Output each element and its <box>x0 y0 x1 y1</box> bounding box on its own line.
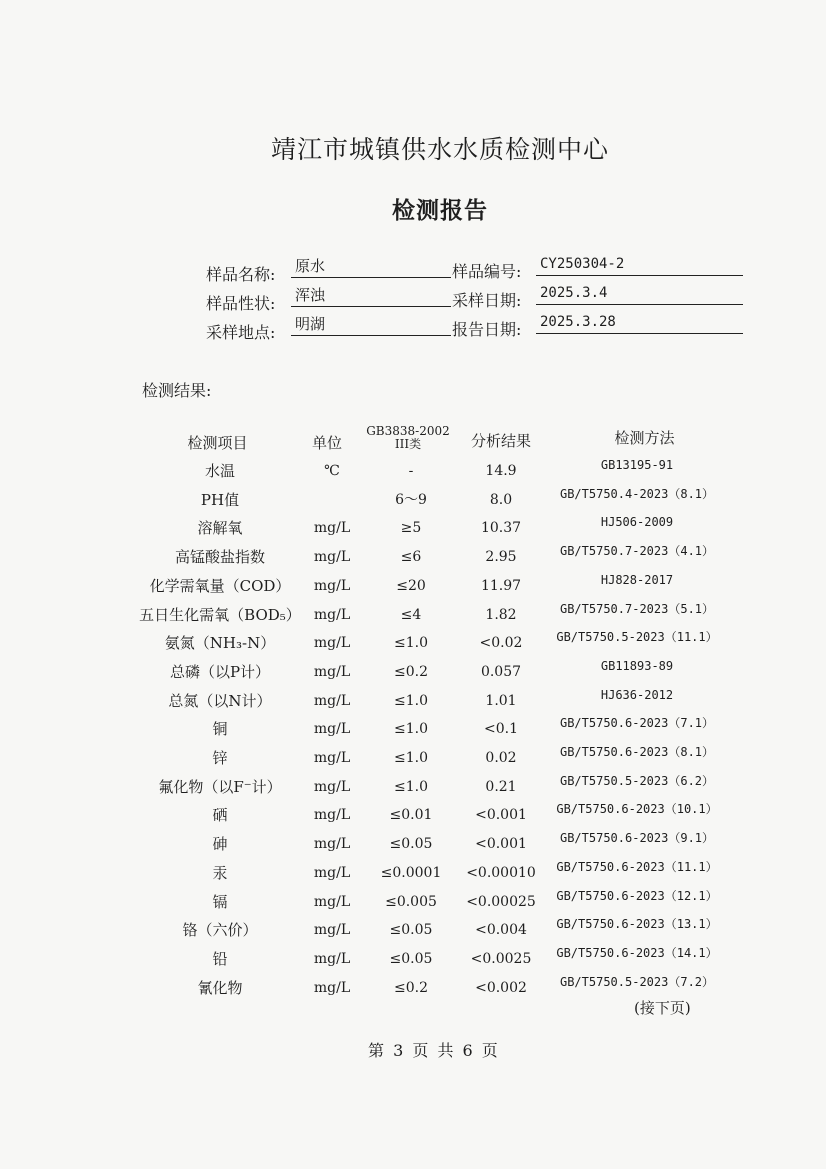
report-title: 检测报告 <box>392 197 488 224</box>
cell-standard: ≤0.2 <box>394 979 428 996</box>
cell-item: 铬（六价） <box>182 921 258 940</box>
cell-unit: mg/L <box>313 549 351 566</box>
cell-standard: ≤0.01 <box>389 807 433 824</box>
cell-method: GB/T5750.7-2023（5.1） <box>559 601 715 616</box>
results-section-label: 检测结果: <box>142 381 212 400</box>
cell-unit: mg/L <box>313 577 351 594</box>
cell-item: 砷 <box>212 835 228 854</box>
continue-note: (接下页) <box>634 999 691 1017</box>
cell-method: HJ828-2017 <box>600 572 674 587</box>
sampling-date-label: 采样日期: <box>452 291 522 310</box>
cell-result: 10.37 <box>480 520 522 537</box>
cell-standard: ≤0.05 <box>389 922 433 939</box>
cell-unit: mg/L <box>313 778 351 795</box>
cell-item: 高锰酸盐指数 <box>174 548 265 567</box>
cell-standard: ≤0.0001 <box>380 864 442 881</box>
cell-unit: mg/L <box>313 922 351 939</box>
cell-method: GB11893-89 <box>600 658 674 673</box>
cell-result: 1.01 <box>485 692 517 709</box>
cell-standard: - <box>408 463 414 479</box>
cell-method: GB/T5750.5-2023（6.2） <box>559 773 715 788</box>
sampling-location-label: 采样地点: <box>206 323 276 342</box>
cell-result: <0.02 <box>479 635 523 652</box>
cell-standard: 6～9 <box>395 491 427 508</box>
cell-result: <0.002 <box>475 979 527 996</box>
cell-item: 硒 <box>212 806 228 825</box>
cell-unit: mg/L <box>313 864 351 881</box>
cell-unit: mg/L <box>313 807 351 824</box>
cell-standard: ≤1.0 <box>394 778 428 795</box>
cell-item: 总氮（以N计） <box>168 691 272 710</box>
cell-unit: mg/L <box>313 721 351 738</box>
cell-method: HJ636-2012 <box>600 687 674 702</box>
cell-item: 镉 <box>212 892 228 911</box>
cell-standard: ≤0.005 <box>385 893 437 910</box>
col-header-standard <box>360 425 456 451</box>
cell-standard: ≤20 <box>396 577 426 594</box>
cell-unit: mg/L <box>313 663 351 680</box>
cell-result: <0.001 <box>475 836 527 853</box>
cell-method: GB/T5750.6-2023（10.1） <box>556 802 718 817</box>
sample-nature-value: 浑浊 <box>291 286 451 307</box>
organization-title: 靖江市城镇供水水质检测中心 <box>270 135 609 164</box>
cell-item: 溶解氧 <box>197 519 243 538</box>
cell-standard: ≤1.0 <box>394 721 428 738</box>
cell-unit: ℃ <box>324 463 340 479</box>
col-header-standard-line2: III类 <box>394 437 422 451</box>
cell-item: 铅 <box>212 949 228 968</box>
cell-result: <0.00010 <box>466 864 536 881</box>
cell-result: 0.21 <box>485 778 517 795</box>
cell-standard: ≤0.05 <box>389 836 433 853</box>
cell-standard: ≤1.0 <box>394 635 428 652</box>
cell-result: 8.0 <box>489 491 513 508</box>
cell-result: 0.057 <box>480 663 522 680</box>
cell-standard: ≤0.2 <box>394 663 428 680</box>
cell-item: 汞 <box>212 863 228 882</box>
sampling-location-value: 明湖 <box>291 315 451 336</box>
cell-result: <0.00025 <box>466 893 536 910</box>
cell-item: 总磷（以P计） <box>169 662 271 681</box>
col-header-standard-line1: GB3838-2002 <box>366 424 450 438</box>
cell-item: 锌 <box>212 749 228 767</box>
cell-standard: ≤1.0 <box>394 750 428 766</box>
cell-standard: ≥5 <box>400 520 422 537</box>
sample-name-label: 样品名称: <box>206 265 276 284</box>
cell-item: 氰化物 <box>197 978 243 997</box>
cell-item: 铜 <box>212 720 228 739</box>
cell-unit: mg/L <box>313 750 351 766</box>
sample-nature-label: 样品性状: <box>206 294 276 313</box>
cell-standard: ≤1.0 <box>394 692 428 709</box>
cell-item: 化学需氧量（COD） <box>149 576 291 595</box>
cell-standard: ≤4 <box>400 606 422 623</box>
cell-result: 2.95 <box>485 549 517 566</box>
cell-unit: mg/L <box>313 606 351 623</box>
cell-result: 14.9 <box>485 463 517 479</box>
report-date-label: 报告日期: <box>452 320 522 339</box>
cell-method: GB/T5750.5-2023（7.2） <box>559 974 715 989</box>
col-header-unit: 单位 <box>311 434 342 452</box>
cell-item: PH值 <box>200 490 240 509</box>
cell-method: GB/T5750.6-2023（8.1） <box>559 745 715 759</box>
cell-unit: mg/L <box>313 836 351 853</box>
col-header-result: 分析结果 <box>470 432 531 450</box>
cell-method: GB/T5750.6-2023（12.1） <box>556 888 718 903</box>
sampling-date-value: 2025.3.4 <box>536 284 743 305</box>
cell-result: 1.82 <box>485 606 517 623</box>
cell-standard: ≤0.05 <box>389 950 433 967</box>
cell-method: GB/T5750.6-2023（13.1） <box>556 917 718 932</box>
page-footer: 第 3 页 共 6 页 <box>368 1041 498 1060</box>
cell-result: <0.1 <box>484 721 518 738</box>
cell-item: 氨氮（NH₃-N） <box>164 634 276 653</box>
cell-method: GB/T5750.7-2023（4.1） <box>559 544 715 559</box>
cell-method: GB/T5750.6-2023（9.1） <box>559 831 715 846</box>
cell-result: 0.02 <box>485 750 517 766</box>
cell-unit: mg/L <box>313 520 351 537</box>
cell-method: GB/T5750.6-2023（7.1） <box>559 716 715 731</box>
cell-unit: mg/L <box>313 893 351 910</box>
cell-item: 水温 <box>204 462 235 480</box>
cell-unit: mg/L <box>313 692 351 709</box>
report-date-value: 2025.3.28 <box>536 313 743 334</box>
cell-item: 氟化物（以F⁻计） <box>158 777 282 796</box>
cell-unit: mg/L <box>313 635 351 652</box>
sample-code-label: 样品编号: <box>452 262 522 281</box>
cell-unit: mg/L <box>313 979 351 996</box>
cell-unit <box>292 490 372 510</box>
cell-method: GB13195-91 <box>600 458 674 472</box>
cell-result: 11.97 <box>480 577 522 594</box>
cell-unit: mg/L <box>313 950 351 967</box>
cell-result: <0.004 <box>475 922 527 939</box>
sample-name-value: 原水 <box>291 257 451 278</box>
col-header-item: 检测项目 <box>187 434 248 452</box>
cell-result: <0.0025 <box>470 950 532 967</box>
cell-method: GB/T5750.4-2023（8.1） <box>559 486 715 501</box>
cell-method: GB/T5750.5-2023（11.1） <box>556 630 718 645</box>
cell-method: HJ506-2009 <box>600 515 674 530</box>
cell-standard: ≤6 <box>400 549 422 566</box>
sample-code-value: CY250304-2 <box>536 255 743 276</box>
col-header-method: 检测方法 <box>614 429 675 447</box>
cell-method: GB/T5750.6-2023（14.1） <box>556 945 718 960</box>
cell-item: 五日生化需氧（BOD₅） <box>139 605 301 624</box>
cell-result: <0.001 <box>475 807 527 824</box>
cell-method: GB/T5750.6-2023（11.1） <box>556 859 718 874</box>
